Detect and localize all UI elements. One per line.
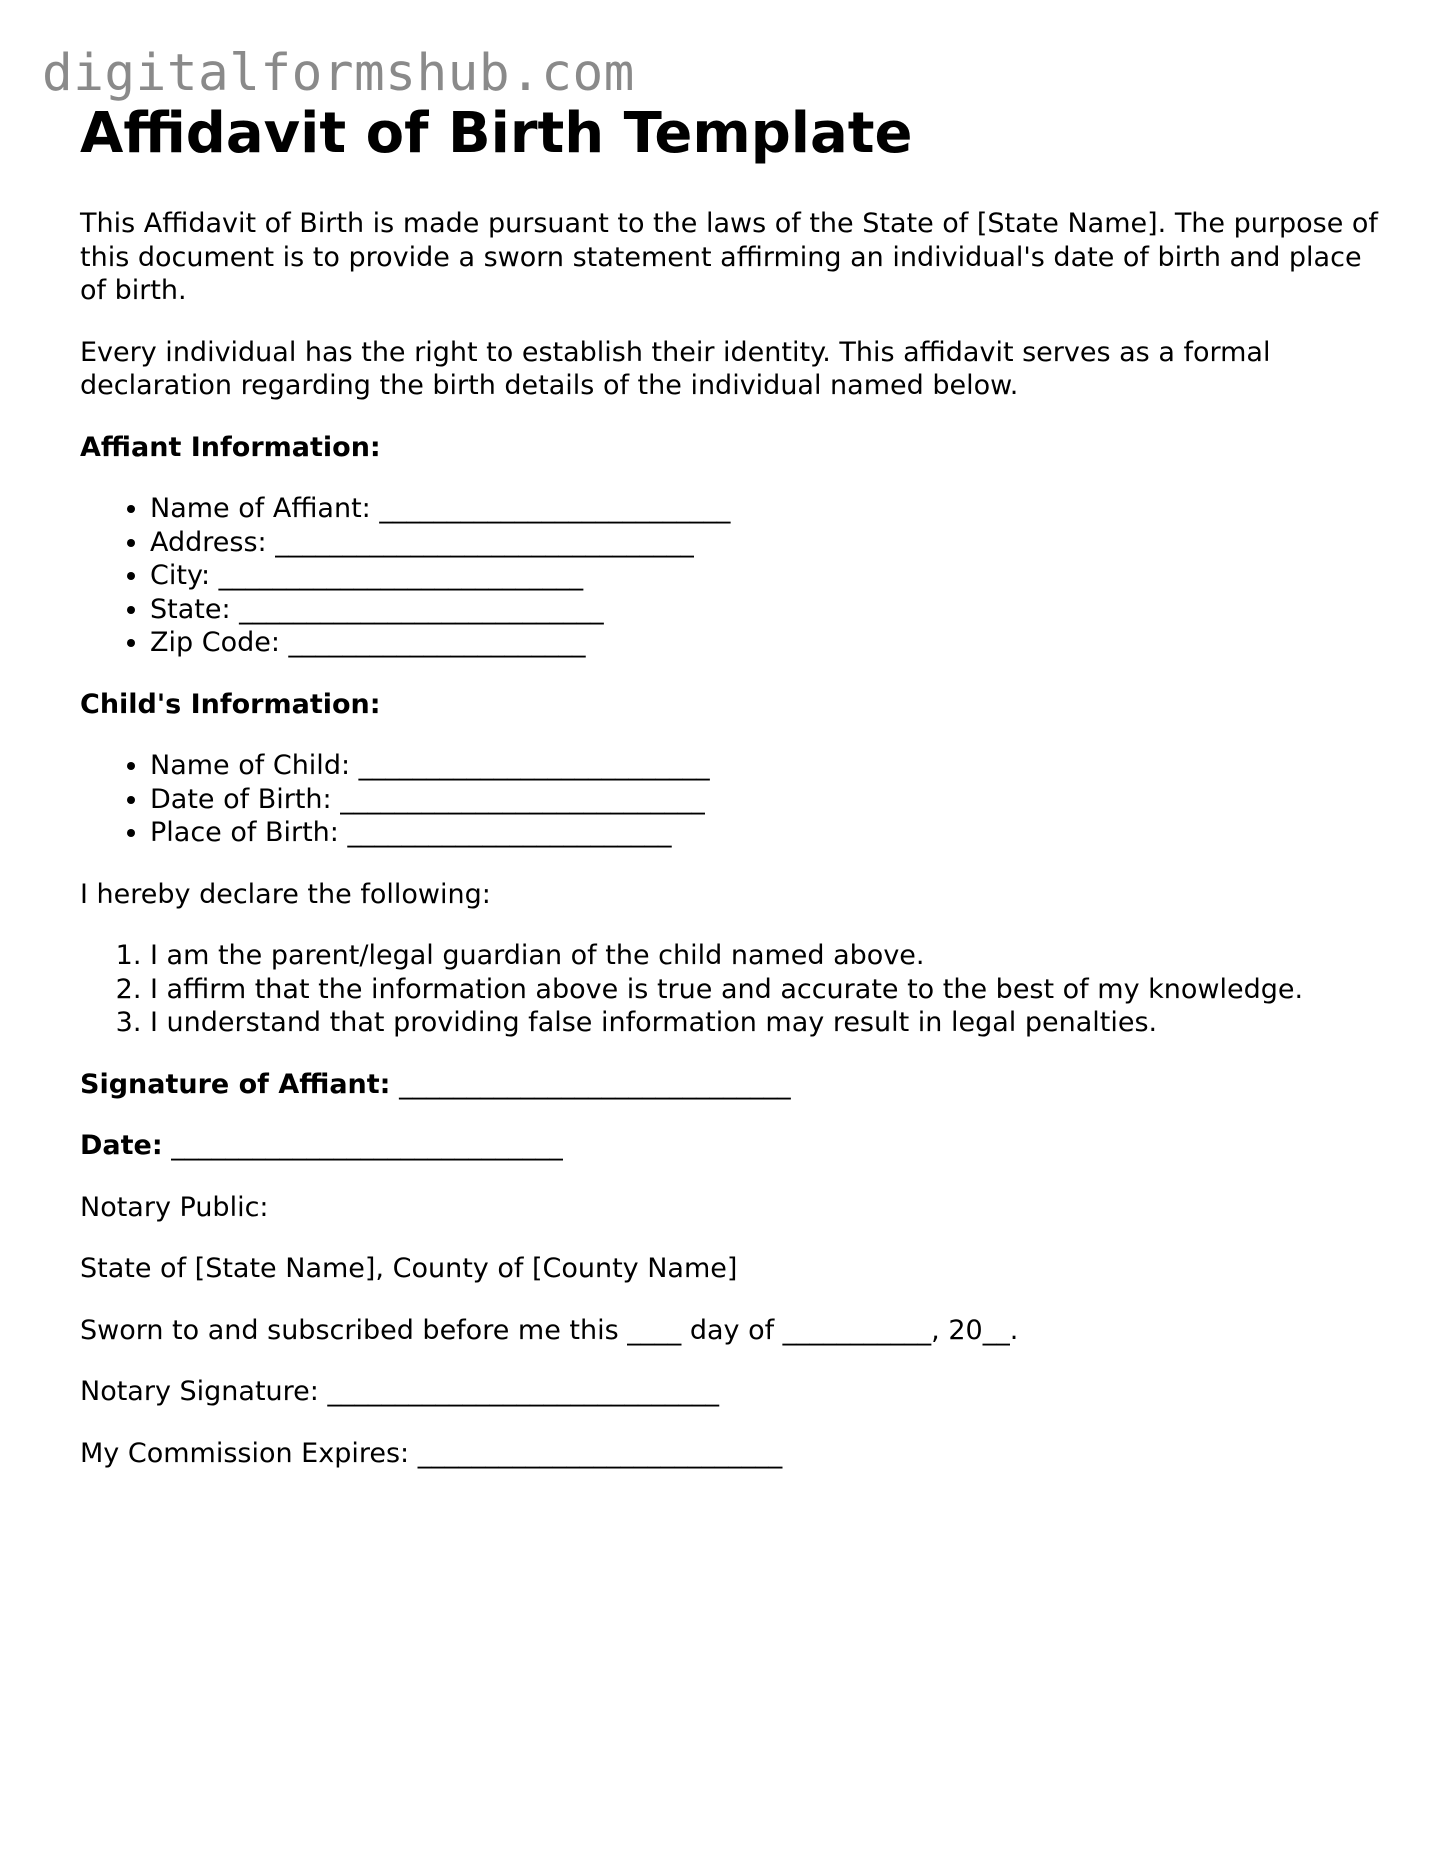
child-pob-field: • Place of Birth: ________________________ (150, 816, 1380, 850)
notary-sworn-statement: Sworn to and subscribed before me this ____ day of ___________, 20__. (80, 1314, 1019, 1346)
page-title: Affidavit of Birth Template (80, 101, 913, 166)
declaration-item-2: 2. I affirm that the information above is true and accurate to the best of my knowledge. (150, 973, 1380, 1007)
notary-heading: Notary Public: (80, 1191, 269, 1223)
declaration-item-3: 3. I understand that providing false information may result in legal penalties. (150, 1006, 1380, 1040)
declaration-list (80, 939, 1380, 1040)
declaration-item-1: 1. I am the parent/legal guardian of the child named above. (150, 939, 1380, 973)
affiant-zip-field: • Zip Code: ______________________ (150, 626, 1380, 660)
watermark: digitalformshub.com (42, 44, 635, 103)
intro-paragraph-1: This Affidavit of Birth is made pursuant to the laws of the State of [State Name]. The purpose of this document is to provide a sworn statement affirming an individual's date of birth and place of birth. (80, 208, 1378, 306)
date-blank: _____________________________ (171, 1130, 563, 1161)
affiant-name-field: • Name of Affiant: __________________________ (150, 492, 1380, 526)
child-dob-field: • Date of Birth: ___________________________ (150, 783, 1380, 817)
child-field-list (80, 749, 1380, 850)
affiant-state-field: • State: ___________________________ (150, 593, 1380, 627)
affiant-heading: Affiant Information: (80, 431, 381, 463)
affiant-signature-line (80, 1068, 1380, 1102)
notary-commission-line: My Commission Expires: ___________________________ (80, 1437, 783, 1469)
affiant-signature-label: Signature of Affiant: (80, 1068, 391, 1100)
document (80, 100, 1380, 1470)
date-label: Date: (80, 1130, 163, 1161)
child-heading: Child's Information: (80, 688, 381, 720)
date-line (80, 1129, 1380, 1163)
affiant-address-field: • Address: _______________________________ (150, 526, 1380, 560)
affiant-signature-blank: _____________________________ (399, 1068, 791, 1100)
notary-signature-line: Notary Signature: _____________________________ (80, 1376, 719, 1407)
child-name-field: • Name of Child: __________________________ (150, 749, 1380, 783)
affiant-city-field: • City: ___________________________ (150, 559, 1380, 593)
declaration-intro: I hereby declare the following: (80, 878, 491, 910)
intro-paragraph-2: Every individual has the right to establish their identity. This affidavit serves as a formal declaration regarding the birth details of the individual named below. (80, 336, 1271, 401)
notary-state-county: State of [State Name], County of [County Name] (80, 1253, 738, 1284)
affiant-field-list (80, 492, 1380, 660)
